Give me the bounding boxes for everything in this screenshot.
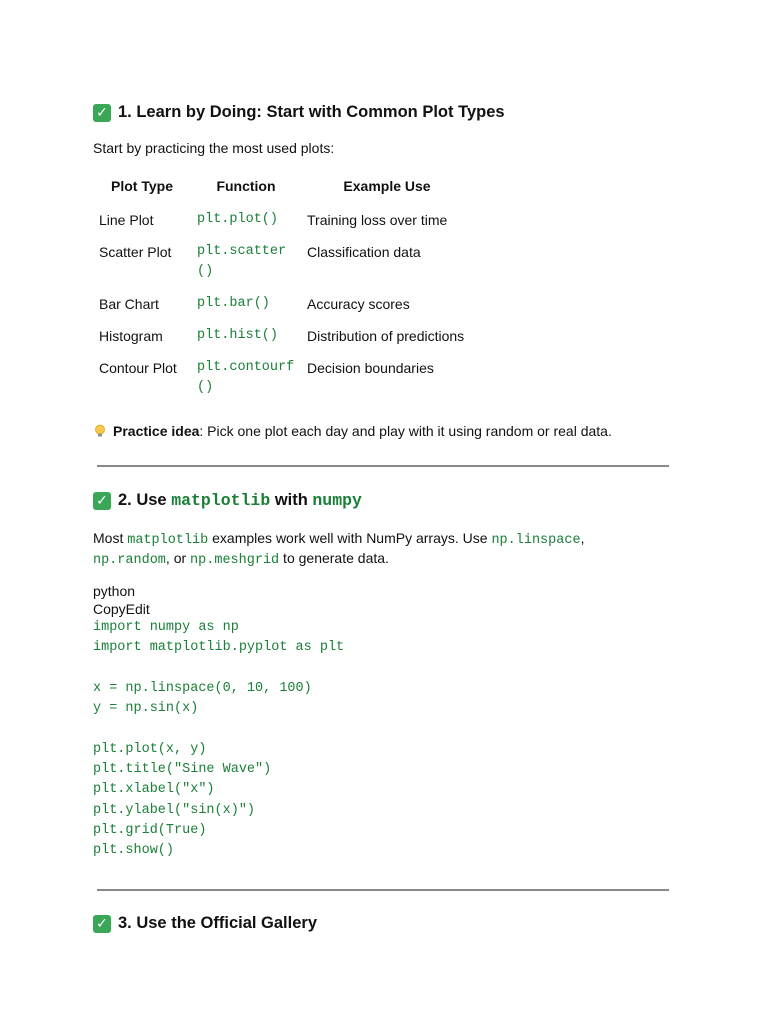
section-2-title-mid: with [270,491,313,509]
cell-plot-type: Histogram [99,328,163,344]
check-mark-icon: ✓ [93,492,111,510]
cell-function: plt.plot() [197,212,279,227]
code-line: y = np.sin(x) [93,701,199,717]
code-line: plt.plot(x, y) [93,741,207,757]
para-code-matplotlib: matplotlib [127,533,209,548]
para-code-random: np.random [93,553,166,568]
cell-plot-type: Contour Plot [99,360,177,376]
plot-types-table [93,170,473,404]
table-header-plot-type: Plot Type [111,178,173,194]
code-block [93,618,344,862]
cell-example-use: Decision boundaries [307,360,434,376]
table-row [93,204,473,236]
table-row [93,320,473,352]
section-3-title: 3. Use the Official Gallery [118,914,317,932]
code-line: plt.title("Sine Wave") [93,762,272,778]
section-2-title-code-matplotlib: matplotlib [171,491,271,510]
check-mark-icon: ✓ [93,915,111,933]
lightbulb-icon [93,424,107,438]
code-line: import numpy as np [93,620,239,635]
section-2-title-prefix: 2. Use [118,491,172,509]
table-row [93,288,473,320]
cell-function: plt.bar() [197,296,270,311]
cell-example-use: Classification data [307,244,421,260]
cell-example-use: Distribution of predictions [307,328,465,344]
cell-plot-type: Bar Chart [99,296,159,312]
code-line: plt.grid(True) [93,822,207,838]
check-mark-icon: ✓ [93,104,111,122]
code-language-label: python [93,583,136,599]
section-2-title-code-numpy: numpy [312,491,362,510]
cell-plot-type: Line Plot [99,212,154,228]
cell-plot-type: Scatter Plot [99,244,172,260]
cell-example-use: Accuracy scores [307,296,410,312]
section-3-heading [93,914,317,933]
cell-function: plt.scatter() [197,244,287,279]
para-text: to generate data. [279,550,389,566]
para-text: examples work well with NumPy arrays. Use [208,530,492,546]
para-text: , [580,530,585,546]
code-line [93,719,344,739]
cell-function: plt.hist() [197,328,279,343]
section-2-heading [93,491,362,510]
table-row [93,352,473,404]
practice-tip-text: : Pick one plot each day and play with it using random or real data. [199,423,612,439]
section-2-paragraph-line-2 [93,548,389,571]
table-header-row [93,170,473,204]
para-code-linspace: np.linspace [491,533,581,548]
code-line: plt.show() [93,843,175,859]
section-1-heading [93,103,505,122]
code-line: x = np.linspace(0, 10, 100) [93,680,312,696]
table-row [93,236,473,288]
section-divider [97,889,669,891]
para-text: Most [93,530,128,546]
cell-function: plt.contourf() [197,360,295,395]
practice-tip [93,421,612,441]
para-code-meshgrid: np.meshgrid [190,553,280,568]
para-text: , or [165,550,191,566]
code-line: plt.xlabel("x") [93,782,215,798]
table-header-function: Function [216,178,276,194]
code-line: plt.ylabel("sin(x)") [93,802,256,818]
table-header-example-use: Example Use [343,178,431,194]
copy-edit-button[interactable]: CopyEdit [93,601,150,617]
practice-tip-label: Practice idea [113,423,200,439]
code-line: import matplotlib.pyplot as plt [93,640,345,656]
code-line [93,659,344,679]
section-1-title: 1. Learn by Doing: Start with Common Plot Types [118,103,505,121]
section-1-intro: Start by practicing the most used plots: [93,140,335,156]
section-divider [97,465,669,467]
cell-example-use: Training loss over time [307,212,448,228]
